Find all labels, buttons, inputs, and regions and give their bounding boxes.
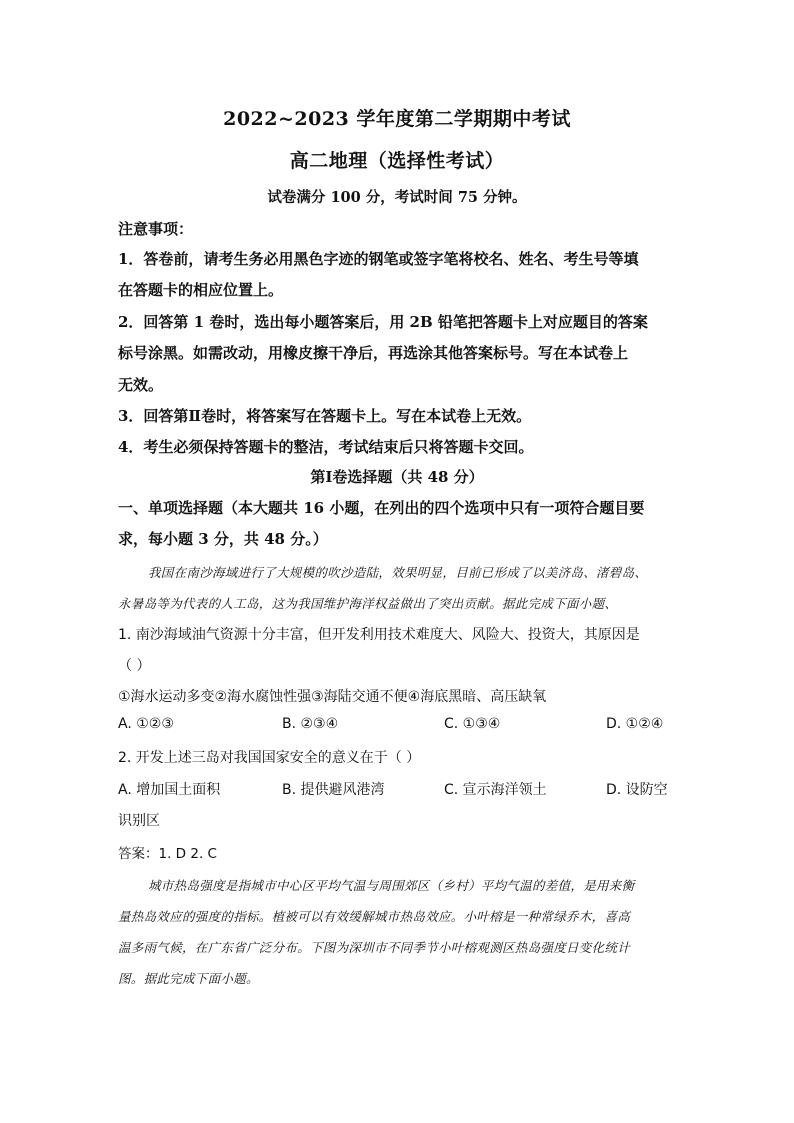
- question-2-option-d: D. 设防空: [606, 782, 668, 798]
- note-line: 1．答卷前，请考生务必用黑色字迹的钢笔或签字笔将校名、姓名、考生号等填: [118, 250, 639, 268]
- question-2-stem: 2. 开发上述三岛对我国国家安全的意义在于（ ）: [118, 750, 421, 766]
- note-line: 4．考生必须保持答题卡的整洁，考试结束后只将答题卡交回。: [118, 438, 534, 456]
- notes-heading: 注意事项：: [118, 220, 194, 238]
- note-line: 3．回答第Ⅱ卷时，将答案写在答题卡上。写在本试卷上无效。: [118, 407, 532, 425]
- section-instruction: 一、单项选择题（本大题共 16 小题，在列出的四个选项中只有一项符合题目要: [118, 499, 645, 517]
- question-1-blank: （ ）: [118, 658, 151, 674]
- section-title: 第Ⅰ卷选择题（共 48 分）: [310, 468, 484, 486]
- exam-info: 试卷满分 100 分，考试时间 75 分钟。: [267, 189, 527, 206]
- note-line: 标号涂黑。如需改动，用橡皮擦干净后，再选涂其他答案标号。写在本试卷上: [118, 344, 629, 362]
- question-1-option-b: B. ②③④: [282, 716, 339, 732]
- question-1-stem: 1. 南沙海域油气资源十分丰富，但开发利用技术难度大、风险大、投资大，其原因是: [118, 627, 640, 643]
- passage-line: 温多雨气候，在广东省广泛分布。下图为深圳市不同季节小叶榕观测区热岛强度日变化统计: [118, 940, 631, 955]
- note-line: 无效。: [118, 376, 164, 394]
- note-line: 在答题卡的相应位置上。: [118, 281, 284, 299]
- passage-line: 永暑岛等为代表的人工岛，这为我国维护海洋权益做出了突出贡献。据此完成下面小题、: [118, 596, 618, 611]
- question-2-option-d-wrap: 识别区: [118, 813, 160, 829]
- question-1-option-d: D. ①②④: [606, 716, 664, 732]
- passage-line: 城市热岛强度是指城市中心区平均气温与周围郊区（乡村）平均气温的差值，是用来衡: [148, 878, 635, 893]
- note-line: 2．回答第 1 卷时，选出每小题答案后，用 2B 铅笔把答题卡上对应题目的答案: [118, 313, 648, 331]
- question-1-option-a: A. ①②③: [118, 716, 174, 732]
- question-2-option-a: A. 增加国土面积: [118, 782, 221, 798]
- exam-subtitle: 高二地理（选择性考试）: [289, 150, 505, 172]
- passage-line: 图。据此完成下面小题。: [118, 971, 259, 986]
- answer-key: 答案：1. D 2. C: [118, 846, 217, 862]
- passage-line: 我国在南沙海域进行了大规模的吹沙造陆，效果明显，目前已形成了以美济岛、渚碧岛、: [148, 565, 648, 580]
- exam-title: 2022~2023 学年度第二学期期中考试: [223, 108, 571, 130]
- section-instruction: 求，每小题 3 分，共 48 分。）: [118, 530, 328, 548]
- question-2-option-b: B. 提供避风港湾: [282, 782, 385, 798]
- question-2-option-c: C. 宣示海洋领土: [444, 782, 547, 798]
- passage-line: 量热岛效应的强度的指标。植被可以有效缓解城市热岛效应。小叶榕是一种常绿乔木，喜高: [118, 909, 631, 924]
- question-1-items: ①海水运动多变②海水腐蚀性强③海陆交通不便④海底黑暗、高压缺氧: [118, 689, 547, 705]
- question-1-option-c: C. ①③④: [444, 716, 501, 732]
